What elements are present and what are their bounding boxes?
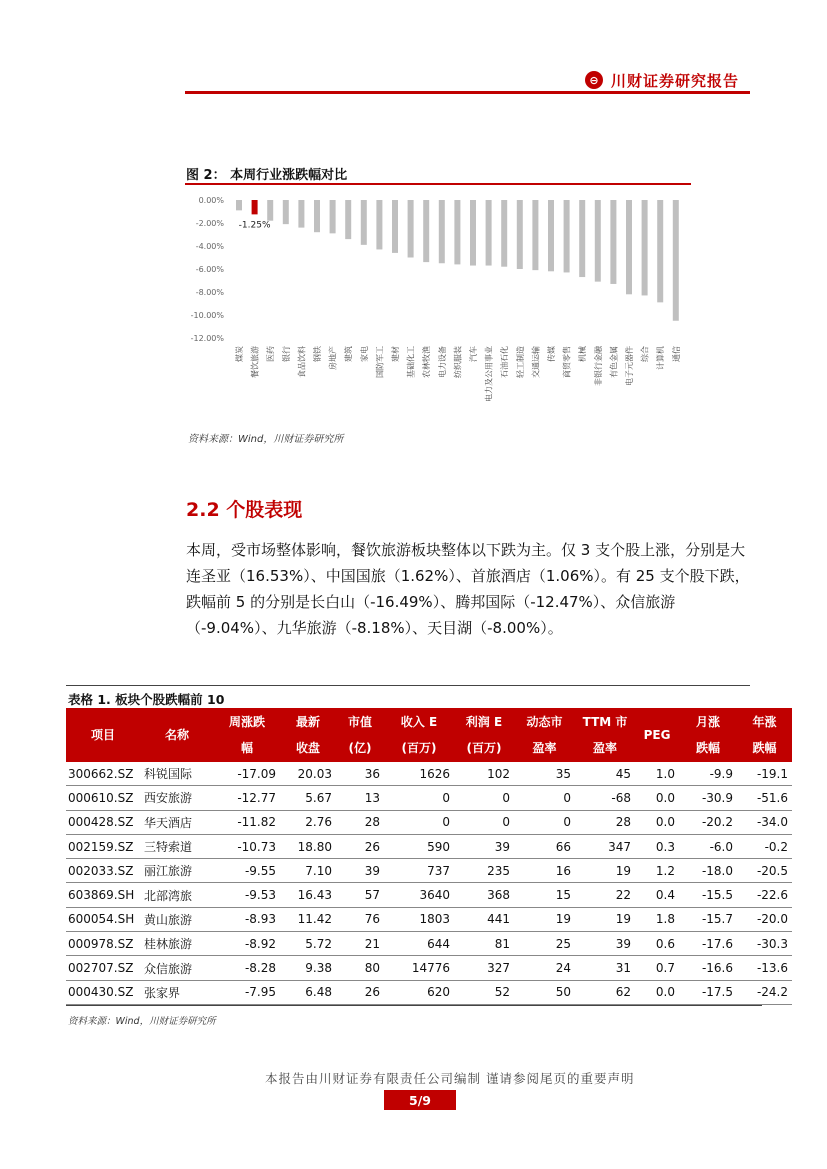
x-tick-label: 基础化工 xyxy=(406,346,416,378)
bar xyxy=(564,200,570,272)
table-cell: -15.7 xyxy=(679,907,737,931)
table-cell: 21 xyxy=(336,932,384,956)
x-tick-label: 机械 xyxy=(578,346,588,362)
table-title: 表格 1. 板块个股跌幅前 10 xyxy=(68,692,225,707)
x-tick-label: 食品饮料 xyxy=(297,346,307,378)
table-cell: 000610.SZ xyxy=(66,786,140,810)
bar xyxy=(595,200,601,282)
bar xyxy=(439,200,445,263)
table-cell: 327 xyxy=(454,956,514,980)
table-cell: -9.9 xyxy=(679,762,737,786)
x-tick-label: 汽车 xyxy=(469,346,478,362)
table-cell: 19 xyxy=(575,907,635,931)
bar xyxy=(376,200,382,249)
table-cell: 26 xyxy=(336,980,384,1004)
table-cell: 50 xyxy=(514,980,575,1004)
table-cell: 57 xyxy=(336,883,384,907)
table-cell: -17.6 xyxy=(679,932,737,956)
figure-title: 图 2： 本周行业涨跌幅对比 xyxy=(186,168,348,183)
table-cell: 441 xyxy=(454,907,514,931)
x-tick-label: 钢铁 xyxy=(313,346,322,362)
table-cell: 丽江旅游 xyxy=(140,859,214,883)
table-body xyxy=(66,762,792,1004)
bar xyxy=(657,200,663,302)
col-header-code: 项目 xyxy=(66,708,140,762)
x-tick-label: 轻工制造 xyxy=(515,346,525,378)
table-cell: 2.76 xyxy=(280,810,336,834)
table-cell: 66 xyxy=(514,834,575,858)
table-cell: 002707.SZ xyxy=(66,956,140,980)
table-cell: 1803 xyxy=(384,907,454,931)
table-cell: 590 xyxy=(384,834,454,858)
table-row xyxy=(66,932,792,956)
table-cell: 15 xyxy=(514,883,575,907)
table-cell: 737 xyxy=(384,859,454,883)
bar xyxy=(423,200,429,262)
bar xyxy=(501,200,507,267)
table-cell: -7.95 xyxy=(214,980,280,1004)
page-number: 5/9 xyxy=(384,1090,456,1110)
table-cell: 0 xyxy=(454,786,514,810)
table-cell: -19.1 xyxy=(737,762,792,786)
table-cell: 桂林旅游 xyxy=(140,932,214,956)
table-cell: 62 xyxy=(575,980,635,1004)
table-cell: -18.0 xyxy=(679,859,737,883)
table-cell: -9.55 xyxy=(214,859,280,883)
table-cell: 620 xyxy=(384,980,454,1004)
table-header-row xyxy=(66,708,792,762)
bar xyxy=(470,200,476,266)
table-cell: -12.77 xyxy=(214,786,280,810)
table-bottom-rule xyxy=(66,1005,762,1006)
table-cell: 0 xyxy=(384,786,454,810)
table-cell: 235 xyxy=(454,859,514,883)
x-tick-label: 电力及公用事业 xyxy=(484,346,494,402)
table-cell: 1.2 xyxy=(635,859,679,883)
bar xyxy=(236,200,242,210)
table-cell: 600054.SH xyxy=(66,907,140,931)
table-cell: 0.4 xyxy=(635,883,679,907)
table-cell: 20.03 xyxy=(280,762,336,786)
table-cell: -20.5 xyxy=(737,859,792,883)
table-cell: 9.38 xyxy=(280,956,336,980)
table-cell: 19 xyxy=(575,859,635,883)
table-cell: -8.93 xyxy=(214,907,280,931)
table-cell: 黄山旅游 xyxy=(140,907,214,931)
x-tick-label: 国防军工 xyxy=(375,346,385,378)
table-row xyxy=(66,810,792,834)
table-cell: -8.92 xyxy=(214,932,280,956)
table-row xyxy=(66,834,792,858)
table-row xyxy=(66,786,792,810)
x-tick-label: 非银行金融 xyxy=(593,346,603,386)
table-cell: -34.0 xyxy=(737,810,792,834)
table-cell: 16 xyxy=(514,859,575,883)
bar xyxy=(517,200,523,269)
col-header-ttm-pe: TTM 市 盈率 xyxy=(575,708,635,762)
industry-change-bar-chart xyxy=(185,186,691,426)
table-cell: -13.6 xyxy=(737,956,792,980)
table-cell: 25 xyxy=(514,932,575,956)
x-tick-label: 家电 xyxy=(359,346,369,362)
table-cell: -17.09 xyxy=(214,762,280,786)
table-cell: -22.6 xyxy=(737,883,792,907)
table-cell: 52 xyxy=(454,980,514,1004)
table-cell: 19 xyxy=(514,907,575,931)
bar xyxy=(673,200,679,321)
table-cell: 16.43 xyxy=(280,883,336,907)
table-cell: -17.5 xyxy=(679,980,737,1004)
x-tick-label: 建材 xyxy=(391,346,400,362)
bar xyxy=(330,200,336,233)
data-label: -1.25% xyxy=(238,220,271,231)
table-cell: 000978.SZ xyxy=(66,932,140,956)
col-header-peg: PEG xyxy=(635,708,679,762)
table-cell: 北部湾旅 xyxy=(140,883,214,907)
table-cell: 0 xyxy=(514,786,575,810)
figure-title-divider xyxy=(185,183,691,185)
table-cell: -24.2 xyxy=(737,980,792,1004)
bar xyxy=(486,200,492,266)
bar xyxy=(298,200,304,228)
y-tick-label: 0.00% xyxy=(198,196,224,205)
table-cell: 000430.SZ xyxy=(66,980,140,1004)
table-cell: 0 xyxy=(514,810,575,834)
x-tick-label: 纺织服装 xyxy=(453,346,463,378)
x-tick-label: 农林牧渔 xyxy=(422,346,432,378)
header-divider xyxy=(185,91,750,94)
table-row xyxy=(66,956,792,980)
table-cell: 华天酒店 xyxy=(140,810,214,834)
table-row xyxy=(66,762,792,786)
bar xyxy=(642,200,648,295)
table-row xyxy=(66,980,792,1004)
stock-decline-table xyxy=(66,708,792,1005)
table-cell: -15.5 xyxy=(679,883,737,907)
table-cell: -8.28 xyxy=(214,956,280,980)
bar xyxy=(392,200,398,253)
table-cell: 31 xyxy=(575,956,635,980)
table-cell: 6.48 xyxy=(280,980,336,1004)
table-cell: 22 xyxy=(575,883,635,907)
bar xyxy=(610,200,616,284)
table-cell: -9.53 xyxy=(214,883,280,907)
bar xyxy=(532,200,538,270)
bar xyxy=(454,200,460,264)
x-tick-label: 煤炭 xyxy=(235,346,244,362)
bar xyxy=(314,200,320,232)
table-cell: 13 xyxy=(336,786,384,810)
col-header-revenue: 收入 E (百万) xyxy=(384,708,454,762)
table-cell: 603869.SH xyxy=(66,883,140,907)
bar xyxy=(252,200,258,214)
table-cell: -30.9 xyxy=(679,786,737,810)
table-cell: -30.3 xyxy=(737,932,792,956)
table-cell: 24 xyxy=(514,956,575,980)
table-cell: -51.6 xyxy=(737,786,792,810)
table-cell: 000428.SZ xyxy=(66,810,140,834)
table-cell: 0.0 xyxy=(635,810,679,834)
table-cell: 0.0 xyxy=(635,786,679,810)
table-cell: 科锐国际 xyxy=(140,762,214,786)
bar xyxy=(626,200,632,294)
table-cell: 1.8 xyxy=(635,907,679,931)
col-header-forward-pe: 动态市 盈率 xyxy=(514,708,575,762)
x-tick-label: 房地产 xyxy=(328,346,338,370)
bar xyxy=(283,200,289,224)
table-cell: 80 xyxy=(336,956,384,980)
table-cell: 39 xyxy=(336,859,384,883)
table-row xyxy=(66,859,792,883)
table-cell: 14776 xyxy=(384,956,454,980)
figure-source: 资料来源：Wind，川财证券研究所 xyxy=(188,434,344,445)
table-row xyxy=(66,907,792,931)
table-cell: 1626 xyxy=(384,762,454,786)
table-cell: 45 xyxy=(575,762,635,786)
table-cell: 5.67 xyxy=(280,786,336,810)
col-header-close: 最新 收盘 xyxy=(280,708,336,762)
bar xyxy=(579,200,585,277)
table-cell: 3640 xyxy=(384,883,454,907)
table-cell: 0 xyxy=(454,810,514,834)
table-cell: 18.80 xyxy=(280,834,336,858)
x-tick-label: 电子元器件 xyxy=(625,346,634,386)
table-source: 资料来源：Wind，川财证券研究所 xyxy=(68,1016,216,1027)
table-cell: 11.42 xyxy=(280,907,336,931)
section-paragraph xyxy=(186,537,752,641)
table-cell: -10.73 xyxy=(214,834,280,858)
x-tick-label: 石油石化 xyxy=(500,346,510,378)
table-cell: 347 xyxy=(575,834,635,858)
col-header-market-cap: 市值 (亿) xyxy=(336,708,384,762)
table-row xyxy=(66,883,792,907)
x-tick-label: 计算机 xyxy=(656,346,666,370)
table-cell: 0 xyxy=(384,810,454,834)
bar xyxy=(345,200,351,239)
col-header-year-change: 年涨 跌幅 xyxy=(737,708,792,762)
col-header-name: 名称 xyxy=(140,708,214,762)
table-cell: 三特索道 xyxy=(140,834,214,858)
x-tick-label: 商贸零售 xyxy=(562,346,572,378)
table-cell: 39 xyxy=(575,932,635,956)
bar xyxy=(408,200,414,258)
x-tick-label: 餐饮旅游 xyxy=(250,346,260,378)
brand-name: 川财证券研究报告 xyxy=(611,71,740,90)
col-header-month-change: 月涨 跌幅 xyxy=(679,708,737,762)
table-cell: 1.0 xyxy=(635,762,679,786)
y-tick-label: -6.00% xyxy=(195,265,224,274)
table-cell: 0.0 xyxy=(635,980,679,1004)
table-cell: 26 xyxy=(336,834,384,858)
table-cell: -68 xyxy=(575,786,635,810)
x-tick-label: 传媒 xyxy=(547,346,556,362)
x-tick-label: 通信 xyxy=(671,346,681,362)
table-cell: 28 xyxy=(575,810,635,834)
table-cell: -20.0 xyxy=(737,907,792,931)
table-cell: 5.72 xyxy=(280,932,336,956)
table-cell: 102 xyxy=(454,762,514,786)
section-title: 2.2 个股表现 xyxy=(186,499,303,521)
bar xyxy=(267,200,273,221)
table-cell: 002033.SZ xyxy=(66,859,140,883)
table-cell: 28 xyxy=(336,810,384,834)
x-tick-label: 交通运输 xyxy=(531,346,541,378)
table-cell: -20.2 xyxy=(679,810,737,834)
y-tick-label: -10.00% xyxy=(190,311,224,320)
table-cell: 300662.SZ xyxy=(66,762,140,786)
y-tick-label: -8.00% xyxy=(195,288,224,297)
x-tick-label: 电力设备 xyxy=(437,346,447,378)
table-cell: 众信旅游 xyxy=(140,956,214,980)
y-tick-label: -4.00% xyxy=(195,242,224,251)
table-cell: 7.10 xyxy=(280,859,336,883)
table-cell: 西安旅游 xyxy=(140,786,214,810)
footer-disclaimer: 本报告由川财证券有限责任公司编制 谨请参阅尾页的重要声明 xyxy=(265,1071,635,1086)
col-header-profit: 利润 E (百万) xyxy=(454,708,514,762)
bar xyxy=(548,200,554,271)
table-cell: -0.2 xyxy=(737,834,792,858)
table-cell: -6.0 xyxy=(679,834,737,858)
table-cell: 368 xyxy=(454,883,514,907)
table-cell: 81 xyxy=(454,932,514,956)
x-tick-label: 综合 xyxy=(640,346,650,362)
bar xyxy=(361,200,367,245)
brand-header xyxy=(585,68,739,92)
table-cell: 0.3 xyxy=(635,834,679,858)
table-cell: 0.6 xyxy=(635,932,679,956)
x-tick-label: 有色金属 xyxy=(609,346,619,378)
table-cell: 张家界 xyxy=(140,980,214,1004)
x-tick-label: 银行 xyxy=(281,346,291,362)
y-tick-label: -2.00% xyxy=(195,219,224,228)
col-header-week-change: 周涨跌 幅 xyxy=(214,708,280,762)
table-cell: -11.82 xyxy=(214,810,280,834)
table-top-rule xyxy=(66,685,750,686)
x-tick-label: 医药 xyxy=(266,346,276,362)
table-cell: 0.7 xyxy=(635,956,679,980)
paragraph-text: 本周，受市场整体影响，餐饮旅游板块整体以下跌为主。仅 3 支个股上涨，分别是大连圣亚（16.53%）、中国国旅（1.62%）、首旅酒店（1.06%）。有 25 支个股下跌，跌幅前 5 的分别是长白山（-16.49%）、腾邦国际（-12.47%）、众信旅游（-9.04%）、九华旅游（-8.18%）、天目湖（-8.00%）。 xyxy=(186,541,750,637)
y-tick-label: -12.00% xyxy=(190,334,224,343)
table-cell: 39 xyxy=(454,834,514,858)
table-cell: 36 xyxy=(336,762,384,786)
x-tick-label: 建筑 xyxy=(344,346,354,362)
table-cell: 76 xyxy=(336,907,384,931)
table-cell: -16.6 xyxy=(679,956,737,980)
table-cell: 002159.SZ xyxy=(66,834,140,858)
brand-logo-icon: ⊖ xyxy=(585,71,603,89)
table-cell: 35 xyxy=(514,762,575,786)
table-cell: 644 xyxy=(384,932,454,956)
